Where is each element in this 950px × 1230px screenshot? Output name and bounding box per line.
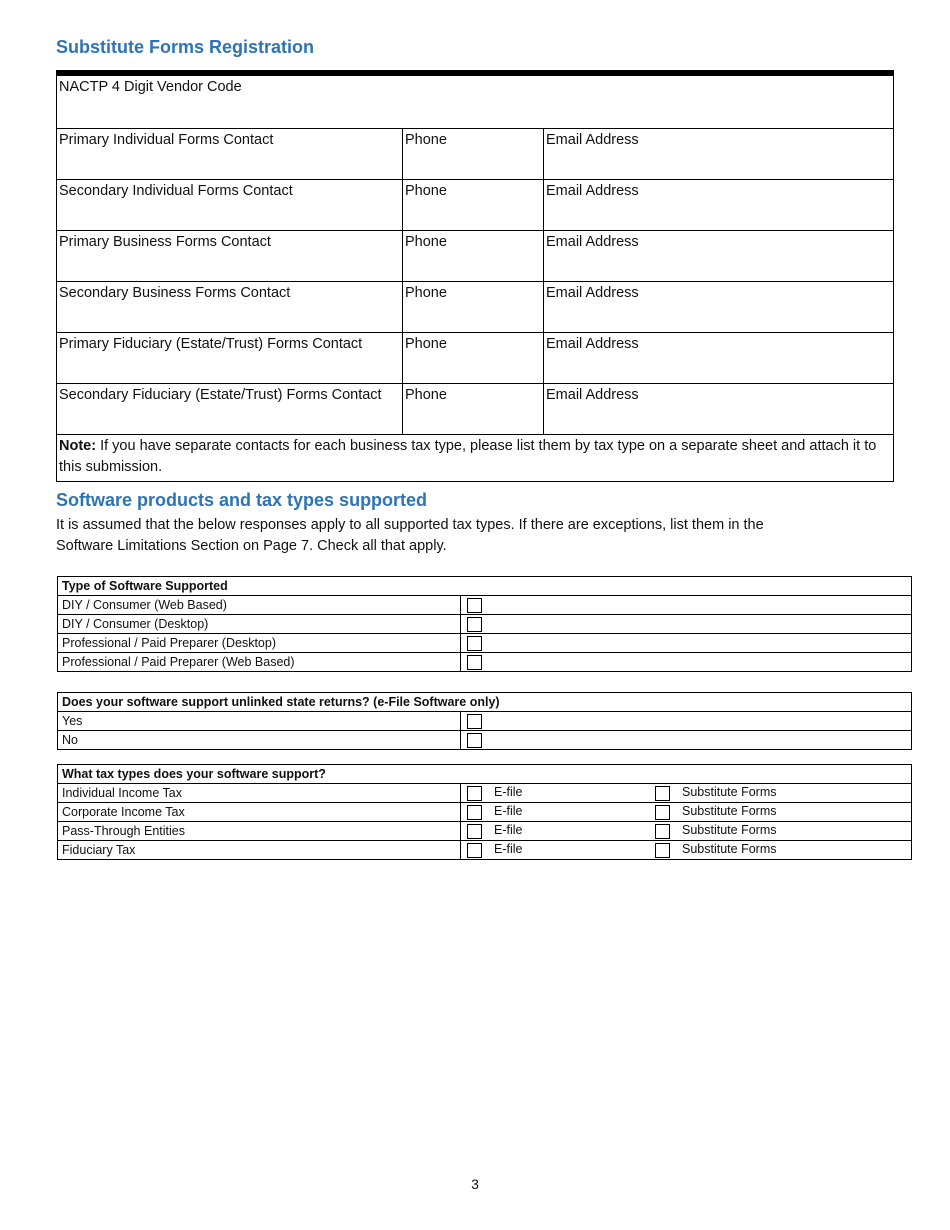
contact-label: Secondary Individual Forms Contact (59, 183, 293, 199)
contact-name-field[interactable] (57, 282, 403, 333)
contact-label: Primary Fiduciary (Estate/Trust) Forms Contact (59, 336, 363, 352)
efile-label: E-file (494, 785, 523, 800)
contact-label: Primary Individual Forms Contact (59, 132, 274, 148)
table-row (58, 653, 912, 672)
checkbox[interactable] (467, 617, 482, 632)
contact-phone-field[interactable] (403, 333, 544, 384)
row-label: Individual Income Tax (58, 784, 461, 803)
phone-label: Phone (405, 387, 447, 403)
row-label: Yes (58, 712, 461, 731)
registration-table (56, 70, 894, 482)
phone-label: Phone (405, 234, 447, 250)
contact-email-field[interactable] (544, 384, 894, 435)
contact-label: Secondary Fiduciary (Estate/Trust) Forms Contact (59, 387, 382, 403)
contact-phone-field[interactable] (403, 180, 544, 231)
substitute-forms-label: Substitute Forms (682, 804, 777, 819)
phone-label: Phone (405, 336, 447, 352)
contact-email-field[interactable] (544, 231, 894, 282)
table-row (58, 731, 912, 750)
contact-phone-field[interactable] (403, 129, 544, 180)
contact-name-field[interactable] (57, 231, 403, 282)
note-cell (57, 435, 894, 482)
unlinked-header: Does your software support unlinked state returns? (e-File Software only) (58, 693, 912, 712)
row-label: DIY / Consumer (Web Based) (58, 596, 461, 615)
contact-name-field[interactable] (57, 384, 403, 435)
row-label: DIY / Consumer (Desktop) (58, 615, 461, 634)
checkbox[interactable] (467, 598, 482, 613)
substitute-forms-label: Substitute Forms (682, 785, 777, 800)
substitute-forms-checkbox[interactable] (655, 805, 670, 820)
contact-phone-field[interactable] (403, 282, 544, 333)
substitute-forms-checkbox[interactable] (655, 786, 670, 801)
checkbox[interactable] (467, 636, 482, 651)
contact-email-field[interactable] (544, 180, 894, 231)
phone-label: Phone (405, 132, 447, 148)
contact-email-field[interactable] (544, 282, 894, 333)
contact-phone-field[interactable] (403, 384, 544, 435)
table-row (58, 596, 912, 615)
table-row (58, 822, 912, 841)
contact-label: Secondary Business Forms Contact (59, 285, 291, 301)
email-label: Email Address (546, 336, 639, 352)
efile-checkbox[interactable] (467, 805, 482, 820)
table-row (58, 712, 912, 731)
tax-types-header: What tax types does your software support? (58, 765, 912, 784)
intro-paragraph: It is assumed that the below responses apply to all supported tax types. If there are exceptions, list them in the Software Limitations Section on Page 7. Check all that apply. (56, 517, 764, 554)
substitute-forms-label: Substitute Forms (682, 842, 777, 857)
email-label: Email Address (546, 387, 639, 403)
contact-name-field[interactable] (57, 333, 403, 384)
table-row (58, 803, 912, 822)
substitute-forms-label: Substitute Forms (682, 823, 777, 838)
phone-label: Phone (405, 285, 447, 301)
email-label: Email Address (546, 285, 639, 301)
software-type-table (57, 576, 912, 672)
table-row (58, 841, 912, 860)
phone-label: Phone (405, 183, 447, 199)
row-label: Fiduciary Tax (58, 841, 461, 860)
contact-phone-field[interactable] (403, 231, 544, 282)
contact-name-field[interactable] (57, 129, 403, 180)
contact-label: Primary Business Forms Contact (59, 234, 271, 250)
section-title-registration: Substitute Forms Registration (56, 37, 315, 57)
contact-name-field[interactable] (57, 180, 403, 231)
email-label: Email Address (546, 183, 639, 199)
vendor-code-label: NACTP 4 Digit Vendor Code (59, 79, 242, 95)
row-label: Corporate Income Tax (58, 803, 461, 822)
note-label: Note: (59, 438, 97, 454)
email-label: Email Address (546, 234, 639, 250)
efile-label: E-file (494, 804, 523, 819)
section-title-software: Software products and tax types supported (56, 490, 428, 510)
unlinked-returns-table (57, 692, 912, 750)
row-label: Pass-Through Entities (58, 822, 461, 841)
efile-label: E-file (494, 823, 523, 838)
checkbox-no[interactable] (467, 733, 482, 748)
substitute-forms-checkbox[interactable] (655, 824, 670, 839)
table-row (58, 634, 912, 653)
efile-checkbox[interactable] (467, 824, 482, 839)
checkbox[interactable] (467, 655, 482, 670)
row-label: Professional / Paid Preparer (Web Based) (58, 653, 461, 672)
vendor-code-field[interactable] (57, 73, 894, 129)
contact-email-field[interactable] (544, 129, 894, 180)
page-number: 3 (471, 1176, 479, 1192)
row-label: Professional / Paid Preparer (Desktop) (58, 634, 461, 653)
contact-email-field[interactable] (544, 333, 894, 384)
efile-checkbox[interactable] (467, 786, 482, 801)
efile-checkbox[interactable] (467, 843, 482, 858)
checkbox-yes[interactable] (467, 714, 482, 729)
table-row (58, 784, 912, 803)
note-text: If you have separate contacts for each business tax type, please list them by tax type on a separate sheet and attach it to this submission. (59, 438, 877, 475)
email-label: Email Address (546, 132, 639, 148)
tax-types-table (57, 764, 912, 860)
substitute-forms-checkbox[interactable] (655, 843, 670, 858)
efile-label: E-file (494, 842, 523, 857)
software-type-header: Type of Software Supported (58, 577, 912, 596)
table-row (58, 615, 912, 634)
row-label: No (58, 731, 461, 750)
